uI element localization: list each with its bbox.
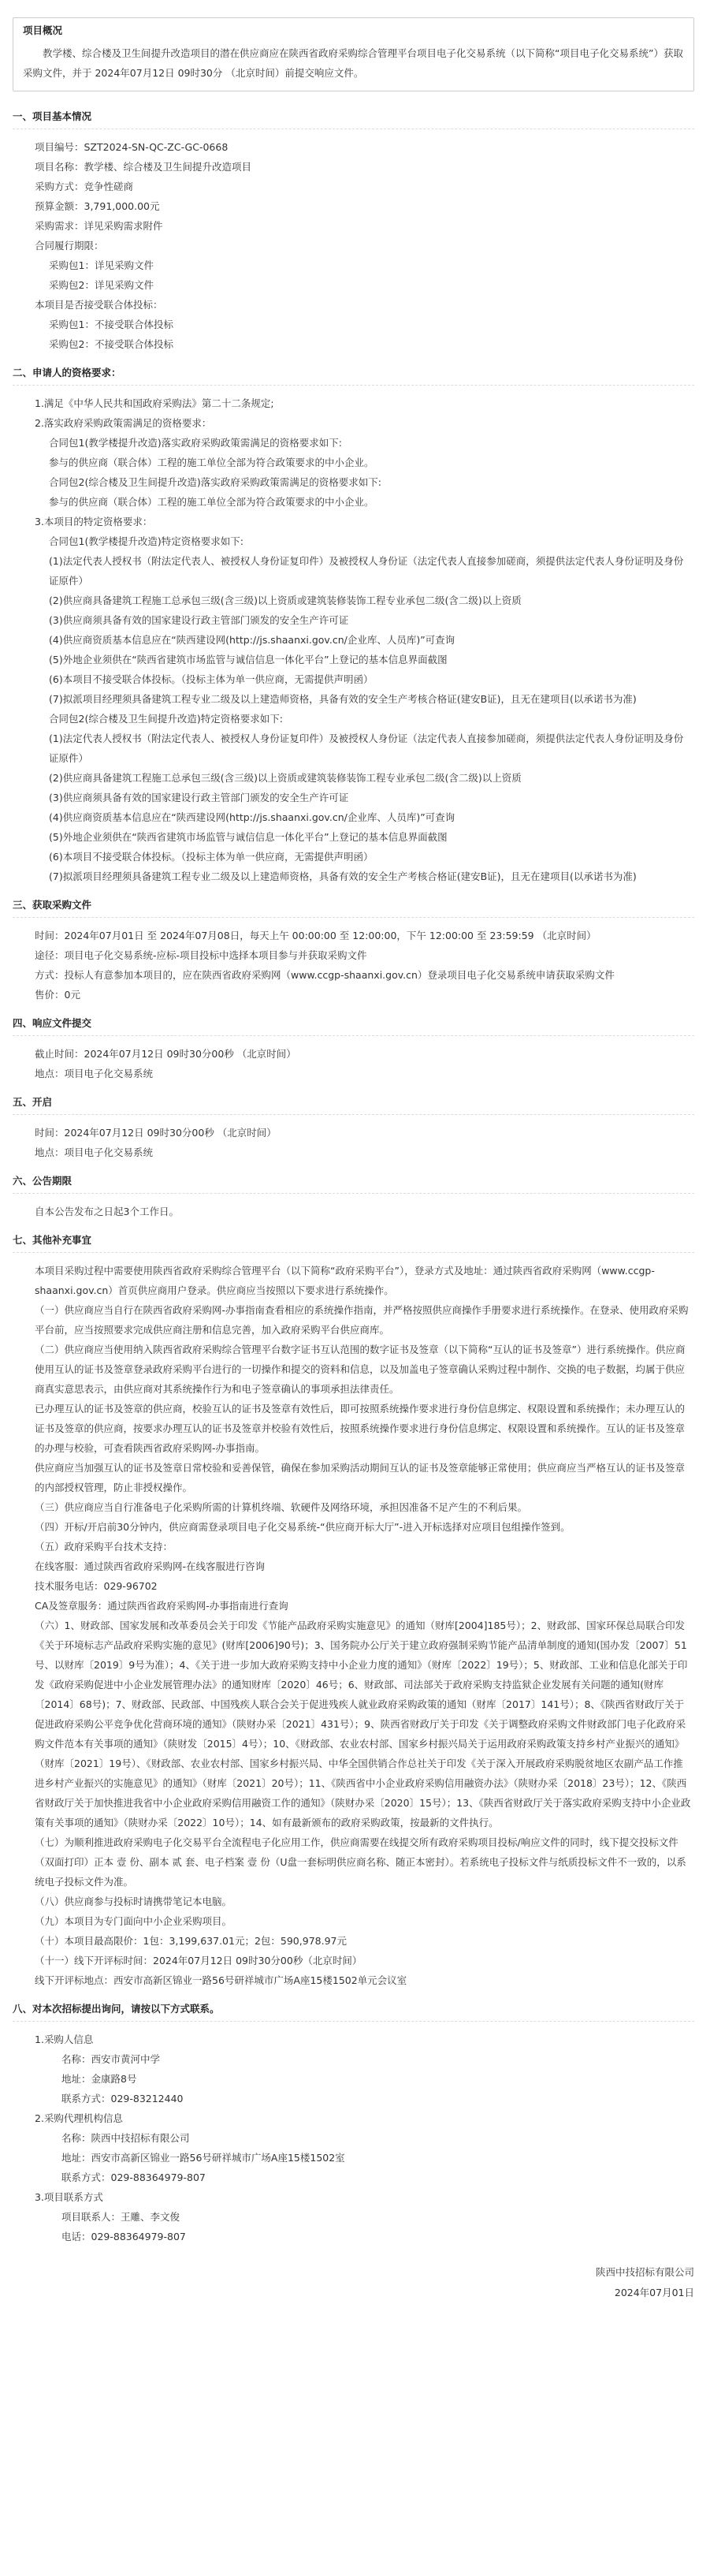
section-title: 四、响应文件提交 xyxy=(13,1016,694,1036)
section-line: （九）本项目为专门面向中小企业采购项目。 xyxy=(35,1915,232,1927)
section-line: 采购包1：不接受联合体投标 xyxy=(49,319,173,330)
footer-company: 陕西中技招标有限公司 xyxy=(595,2266,694,2278)
section-line: (3)供应商须具备有效的国家建设行政主管部门颁发的安全生产许可证 xyxy=(49,792,349,803)
section-line: (4)供应商资质基本信息应在“陕西建设网(http://js.shaanxi.gov.cn/企业库、人员库)”可查询 xyxy=(49,811,455,823)
section-line: 项目名称：教学楼、综合楼及卫生间提升改造项目 xyxy=(35,161,252,173)
section-line: 2.落实政府采购政策需满足的资格要求： xyxy=(35,417,212,429)
section-line: （五）政府采购平台技术支持： xyxy=(35,1541,173,1553)
project-overview-box xyxy=(13,17,694,91)
section-line: (4)供应商资质基本信息应在“陕西建设网(http://js.shaanxi.gov.cn/企业库、人员库)”可查询 xyxy=(49,634,455,646)
section-line: 采购包2：详见采购文件 xyxy=(49,279,154,291)
footer-date: 2024年07月01日 xyxy=(614,2287,694,2298)
section-line: 合同包2(综合楼及卫生间提升改造)落实政府采购政策需满足的资格要求如下: xyxy=(49,476,381,488)
section-line: 2.采购代理机构信息 xyxy=(35,2112,123,2124)
section-line: 3.项目联系方式 xyxy=(35,2191,103,2203)
section-title: 五、开启 xyxy=(13,1094,694,1115)
section-5 xyxy=(13,1094,694,1162)
section-2 xyxy=(13,365,694,886)
section-line: 售价：0元 xyxy=(35,989,80,1001)
section-line: 线下开评标地点：西安市高新区锦业一路56号研祥城市广场A座15楼1502单元会议室 xyxy=(35,1974,407,1986)
section-line: (2)供应商具备建筑工程施工总承包三级(含三级)以上资质或建筑装修装饰工程专业承包二级(含二级)以上资质 xyxy=(49,595,522,606)
section-line: 截止时间：2024年07月12日 09时30分00秒 （北京时间） xyxy=(35,1048,296,1060)
section-1 xyxy=(13,109,694,354)
announcement-sections xyxy=(13,109,694,2246)
section-line: （七）为顺利推进政府采购电子化交易平台全流程电子化应用工作，供应商需要在线提交所有政府采购项目投标/响应文件的同时，线下提交投标文件（双面打印）正本 壹 份、副本 贰 套、电子档案 壹 份（U盘一套标明供应商名称、随正本密封）。若系统电子投标文件与纸质投标文件不一致的，以系统电子投标文件为准。 xyxy=(35,1836,686,1888)
section-line: 途径：项目电子化交易系统-应标-项目投标中选择本项目参与并获取采购文件 xyxy=(35,949,367,961)
section-line: 名称：西安市黄河中学 xyxy=(61,2053,161,2065)
section-line: (6)本项目不接受联合体投标。（投标主体为单一供应商，无需提供声明函） xyxy=(49,851,374,863)
section-title: 六、公告期限 xyxy=(13,1173,694,1194)
section-line: 方式：投标人有意参加本项目的，应在陕西省政府采购网（www.ccgp-shaanxi.gov.cn）登录项目电子化交易系统申请获取采购文件 xyxy=(35,969,615,981)
section-line: （八）供应商参与投标时请携带笔记本电脑。 xyxy=(35,1896,232,1907)
section-line: 采购需求：详见采购需求附件 xyxy=(35,220,163,232)
section-8 xyxy=(13,2001,694,2246)
section-line: 技术服务电话：029-96702 xyxy=(35,1580,158,1592)
section-line: 参与的供应商（联合体）工程的施工单位全部为符合政策要求的中小企业。 xyxy=(49,496,374,508)
section-line: 名称：陕西中技招标有限公司 xyxy=(61,2132,190,2144)
overview-title: 项目概况 xyxy=(23,24,63,36)
section-line: 合同履行期限： xyxy=(35,240,104,252)
section-line: （十）本项目最高限价：1包：3,199,637.01元；2包：590,978.97元 xyxy=(35,1935,347,1947)
section-line: 联系方式：029-83212440 xyxy=(61,2093,184,2104)
section-line: （二）供应商应当使用纳入陕西省政府采购综合管理平台数字证书互认范围的数字证书及签章（以下简称“互认的证书及签章”）进行系统操作。供应商使用互认的证书及签章登录政府采购平台进行的一切操作和提交的资料和信息，以及加盖电子签章确认采购过程中制作、交换的电子数据，均属于供应商真实意思表示，由供应商对其系统操作行为和电子签章确认的事项承担法律责任。 xyxy=(35,1344,686,1395)
section-line: （四）开标/开启前30分钟内，供应商需登录项目电子化交易系统-“供应商开标大厅”-进入开标选择对应项目包组操作签到。 xyxy=(35,1521,571,1533)
overview-text: 教学楼、综合楼及卫生间提升改造项目的潜在供应商应在陕西省政府采购综合管理平台项目电子化交易系统（以下简称“项目电子化交易系统”）获取采购文件，并于 2024年07月12日 09时30分 （北京时间）前提交响应文件。 xyxy=(23,47,683,79)
section-line: 采购包2：不接受联合体投标 xyxy=(49,338,173,350)
section-line: （三）供应商应当自行准备电子化采购所需的计算机终端、软硬件及网络环境，承担因准备不足产生的不利后果。 xyxy=(35,1501,528,1513)
section-line: 1.采购人信息 xyxy=(35,2034,94,2045)
section-line: （一）供应商应当自行在陕西省政府采购网-办事指南查看相应的系统操作指南，并严格按照供应商操作手册要求进行系统操作。在登录、使用政府采购平台前，应当按照要求完成供应商注册和信息完善，加入政府采购平台供应商库。 xyxy=(35,1304,689,1336)
section-line: 地点：项目电子化交易系统 xyxy=(35,1068,154,1079)
section-line: 地点：项目电子化交易系统 xyxy=(35,1146,154,1158)
section-line: 预算金额：3,791,000.00元 xyxy=(35,200,160,212)
section-3 xyxy=(13,897,694,1005)
section-line: （六）1、财政部、国家发展和改革委员会关于印发《节能产品政府采购实施意见》的通知（财库[2004]185号）；2、财政部、国家环保总局联合印发《关于环境标志产品政府采购实施的意见》(财库[2006]90号)；3、国务院办公厅关于建立政府强制采购节能产品清单制度的通知(国办发〔2007〕51号、以财库〔2019〕9号为准）；4、《关于进一步加大政府采购支持中小企业力度的通知》（财库〔2022〕19号）；5、财政部、工业和信息化部关于印发《政府采购促进中小企业发展管理办法》的通知财库〔2020〕46号；6、财政部、司法部关于政府采购支持监狱企业发展有关问题的通知(财库〔2014〕68号)；7、财政部、民政部、中国残疾人联合会关于促进残疾人就业政府采购政策的通知（财库〔2017〕141号）；8、《陕西省财政厅关于促进政府采购公平竞争优化营商环境的通知》（陕财办采〔2021〕431号）；9、陕西省财政厅关于印发《关于调整政府采购文件财政部门电子化政府采购文件范本有关事项的通知》（陕财发〔2015〕4号）；10、《财政部、农业农村部、国家乡村振兴局关于运用政府采购政策支持乡村产业振兴的通知》（财库〔2021〕19号）、《财政部、农业农村部、国家乡村振兴局、中华全国供销合作总社关于印发《关于深入开展政府采购脱贫地区农副产品工作推进乡村产业振兴的实施意见》的通知》（财库〔2021〕20号）；11、《陕西省中小企业政府采购信用融资办法》（陕财办采〔2018〕23号）；12、《陕西省财政厅关于加快推进我省中小企业政府采购信用融资工作的通知》（陕财办采〔2020〕15号）；13、《陕西省财政厅关于落实政府采购支持中小企业政策有关事项的通知》（陕财办采〔2022〕10号）；14、如有最新颁布的政府采购政策，按最新的文件执行。 xyxy=(35,1620,691,1829)
section-line: 已办理互认的证书及签章的供应商，校验互认的证书及签章有效性后，即可按照系统操作要求进行身份信息绑定、权限设置和系统操作；未办理互认的证书及签章的供应商，按要求办理互认的证书及签章并校验有效性后，按照系统操作要求进行身份信息绑定、权限设置和系统操作。互认的证书及签章的办理与校验，可查看陕西省政府采购网-办事指南。 xyxy=(35,1403,686,1454)
section-title: 二、申请人的资格要求： xyxy=(13,365,694,386)
section-line: 联系方式：029-88364979-807 xyxy=(61,2172,206,2183)
section-line: 采购包1：详见采购文件 xyxy=(49,259,154,271)
section-line: 地址：西安市高新区锦业一路56号研祥城市广场A座15楼1502室 xyxy=(61,2152,345,2164)
section-line: 采购方式：竞争性磋商 xyxy=(35,181,134,192)
section-line: (5)外地企业须供在“陕西省建筑市场监管与诚信信息一体化平台”上登记的基本信息界面截图 xyxy=(49,831,448,843)
section-line: 本项目是否接受联合体投标： xyxy=(35,299,163,311)
section-line: (3)供应商须具备有效的国家建设行政主管部门颁发的安全生产许可证 xyxy=(49,614,349,626)
section-line: 供应商应当加强互认的证书及签章日常校验和妥善保管，确保在参加采购活动期间互认的证书及签章能够正常使用；供应商应当严格互认的证书及签章的内部授权管理，防止非授权操作。 xyxy=(35,1462,686,1493)
section-line: 3.本项目的特定资格要求： xyxy=(35,516,153,528)
section-line: (7)拟派项目经理须具备建筑工程专业二级及以上建造师资格，具备有效的安全生产考核合格证(建安B证)，且无在建项目(以承诺书为准) xyxy=(49,693,637,705)
section-line: 1.满足《中华人民共和国政府采购法》第二十二条规定; xyxy=(35,397,274,409)
section-line: 合同包1(教学楼提升改造)特定资格要求如下: xyxy=(49,535,243,547)
section-line: （十一）线下开评标时间：2024年07月12日 09时30分00秒（北京时间） xyxy=(35,1955,362,1966)
section-line: 合同包1(教学楼提升改造)落实政府采购政策需满足的资格要求如下: xyxy=(49,437,342,449)
section-line: (5)外地企业须供在“陕西省建筑市场监管与诚信信息一体化平台”上登记的基本信息界面截图 xyxy=(49,654,448,665)
section-line: 项目编号：SZT2024-SN-QC-ZC-GC-0668 xyxy=(35,141,229,153)
section-line: 时间：2024年07月12日 09时30分00秒 （北京时间） xyxy=(35,1127,277,1139)
section-line: CA及签章服务：通过陕西省政府采购网-办事指南进行查询 xyxy=(35,1600,288,1612)
section-line: 参与的供应商（联合体）工程的施工单位全部为符合政策要求的中小企业。 xyxy=(49,457,374,468)
section-title: 八、对本次招标提出询问，请按以下方式联系。 xyxy=(13,2001,694,2022)
section-7 xyxy=(13,1232,694,1990)
section-line: 在线客服：通过陕西省政府采购网-在线客服进行咨询 xyxy=(35,1560,266,1572)
section-line: 自本公告发布之日起3个工作日。 xyxy=(35,1206,179,1217)
section-title: 一、项目基本情况 xyxy=(13,109,694,129)
section-line: 地址：金康路8号 xyxy=(61,2073,137,2085)
section-line: 项目联系人：王雕、李文俊 xyxy=(61,2211,180,2223)
section-title: 七、其他补充事宜 xyxy=(13,1232,694,1253)
section-line: (2)供应商具备建筑工程施工总承包三级(含三级)以上资质或建筑装修装饰工程专业承包二级(含二级)以上资质 xyxy=(49,772,522,784)
section-line: 本项目采购过程中需要使用陕西省政府采购综合管理平台（以下简称“政府采购平台”），登录方式及地址：通过陕西省政府采购网（www.ccgp-shaanxi.gov.cn）首页供应商用户登录。供应商应当按照以下要求进行系统操作。 xyxy=(35,1265,655,1296)
section-line: 合同包2(综合楼及卫生间提升改造)特定资格要求如下: xyxy=(49,713,283,725)
section-line: (6)本项目不接受联合体投标。（投标主体为单一供应商，无需提供声明函） xyxy=(49,673,374,685)
announcement-footer xyxy=(13,2262,694,2303)
section-line: 时间：2024年07月01日 至 2024年07月08日，每天上午 00:00:00 至 12:00:00，下午 12:00:00 至 23:59:59 （北京时间） xyxy=(35,930,597,941)
section-4 xyxy=(13,1016,694,1083)
section-6 xyxy=(13,1173,694,1221)
section-line: (1)法定代表人授权书（附法定代表人、被授权人身份证复印件）及被授权人身份证（法定代表人直接参加磋商，须提供法定代表人身份证明及身份证原件） xyxy=(49,733,684,764)
section-line: (7)拟派项目经理须具备建筑工程专业二级及以上建造师资格，具备有效的安全生产考核合格证(建安B证)，且无在建项目(以承诺书为准) xyxy=(49,870,637,882)
section-title: 三、获取采购文件 xyxy=(13,897,694,918)
section-line: 电话：029-88364979-807 xyxy=(61,2231,186,2242)
section-line: (1)法定代表人授权书（附法定代表人、被授权人身份证复印件）及被授权人身份证（法定代表人直接参加磋商，须提供法定代表人身份证明及身份证原件） xyxy=(49,555,684,587)
